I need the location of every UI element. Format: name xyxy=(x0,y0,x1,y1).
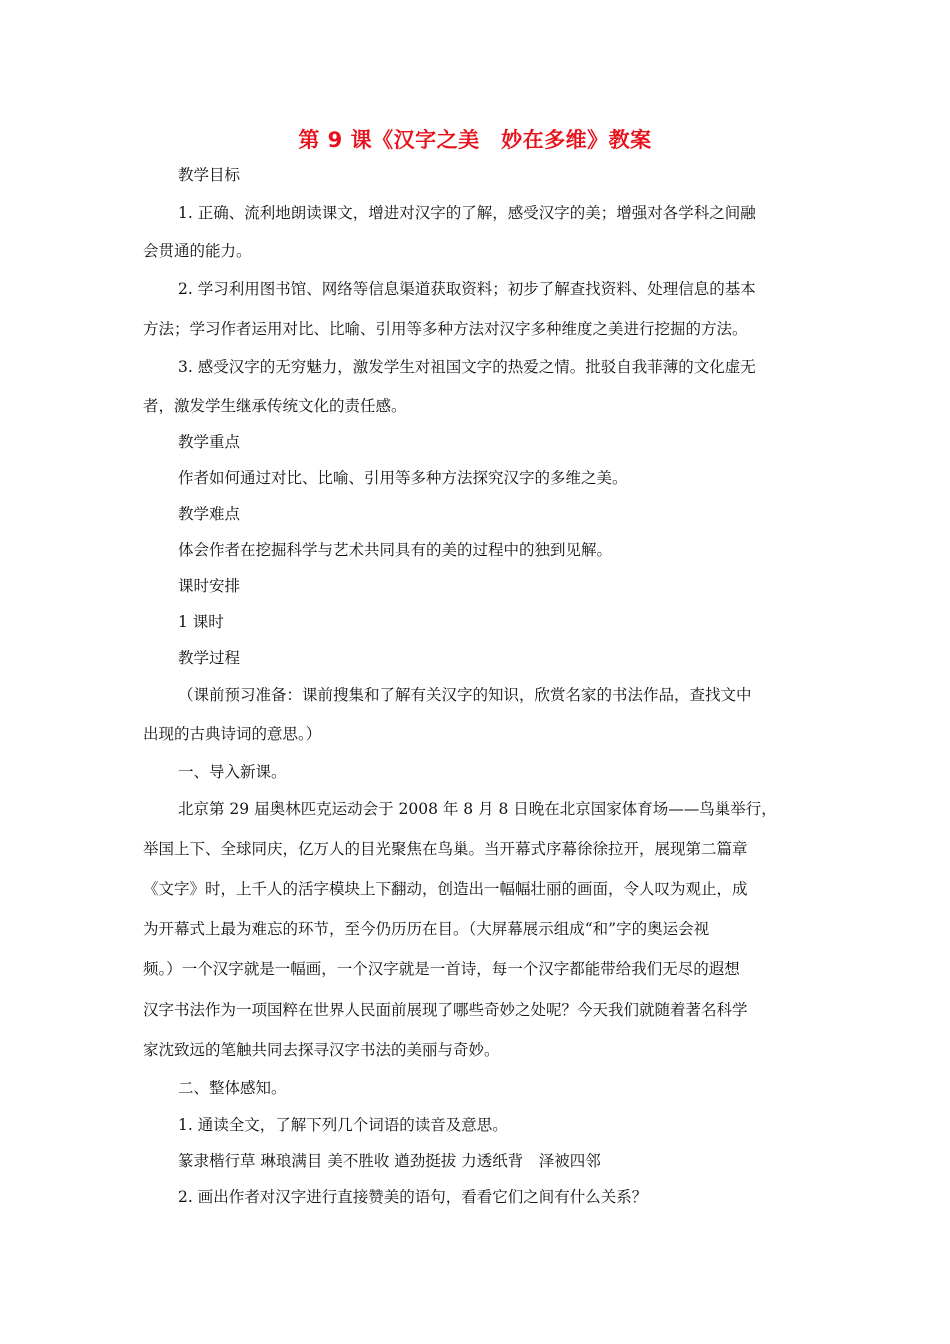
section-heading-process: 教学过程 xyxy=(178,649,241,667)
section-heading-difficulties: 教学难点 xyxy=(178,505,241,523)
paragraph-line: 2. 学习利用图书馆、网络等信息渠道获取资料；初步了解查找资料、处理信息的基本 xyxy=(178,280,756,298)
section-heading-overall: 二、整体感知。 xyxy=(178,1079,287,1097)
paragraph-line: 举国上下、全球同庆，亿万人的目光聚焦在鸟巢。当开幕式序幕徐徐拉开，展现第二篇章 xyxy=(143,840,748,858)
paragraph-line: （课前预习准备：课前搜集和了解有关汉字的知识，欣赏名家的书法作品，查找文中 xyxy=(178,686,752,704)
paragraph-line: 体会作者在挖掘科学与艺术共同具有的美的过程中的独到见解。 xyxy=(178,541,613,559)
paragraph-line: 方法；学习作者运用对比、比喻、引用等多种方法对汉字多种维度之美进行挖掘的方法。 xyxy=(143,320,748,338)
paragraph-line: 1 课时 xyxy=(178,613,224,631)
section-heading-intro: 一、导入新课。 xyxy=(178,763,287,781)
paragraph-line: 会贯通的能力。 xyxy=(143,242,252,260)
paragraph-line: 1. 通读全文，了解下列几个词语的读音及意思。 xyxy=(178,1116,508,1134)
section-heading-schedule: 课时安排 xyxy=(178,577,241,595)
paragraph-line: 作者如何通过对比、比喻、引用等多种方法探究汉字的多维之美。 xyxy=(178,469,628,487)
vocabulary-line: 篆隶楷行草 琳琅满目 美不胜收 遒劲挺拔 力透纸背 泽被四邻 xyxy=(178,1152,601,1170)
section-heading-key-points: 教学重点 xyxy=(178,433,241,451)
paragraph-line: 为开幕式上最为难忘的环节，至今仍历历在目。（大屏幕展示组成“和”字的奥运会视 xyxy=(143,920,710,938)
paragraph-line: 出现的古典诗词的意思。） xyxy=(143,725,322,743)
paragraph-line: 家沈致远的笔触共同去探寻汉字书法的美丽与奇妙。 xyxy=(143,1041,500,1059)
paragraph-line: 1. 正确、流利地朗读课文，增进对汉字的了解，感受汉字的美；增强对各学科之间融 xyxy=(178,204,756,222)
paragraph-line: 者，激发学生继承传统文化的责任感。 xyxy=(143,397,407,415)
paragraph-line: 2. 画出作者对汉字进行直接赞美的语句，看看它们之间有什么关系？ xyxy=(178,1188,648,1206)
paragraph-line: 《文字》时，上千人的活字模块上下翻动，创造出一幅幅壮丽的画面，令人叹为观止，成 xyxy=(143,880,748,898)
paragraph-line: 汉字书法作为一项国粹在世界人民面前展现了哪些奇妙之处呢？今天我们就随着著名科学 xyxy=(143,1001,748,1019)
paragraph-line: 北京第 29 届奥林匹克运动会于 2008 年 8 月 8 日晚在北京国家体育场——鸟巢举行， xyxy=(178,800,777,818)
paragraph-line: 3. 感受汉字的无穷魅力，激发学生对祖国文字的热爱之情。批驳自我菲薄的文化虚无 xyxy=(178,358,756,376)
section-heading-goals: 教学目标 xyxy=(178,166,241,184)
document-title: 第 9 课《汉字之美 妙在多维》教案 xyxy=(298,128,652,152)
paragraph-line: 频。）一个汉字就是一幅画，一个汉字就是一首诗，每一个汉字都能带给我们无尽的遐想 xyxy=(143,960,740,978)
